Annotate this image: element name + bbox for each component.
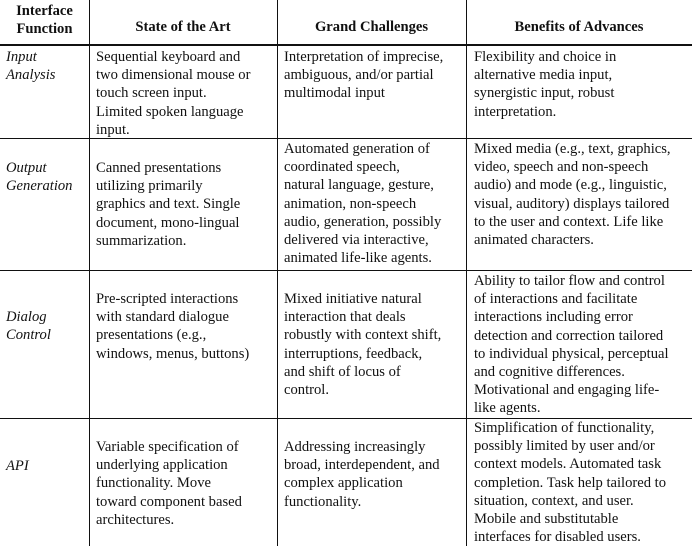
- cell-state-output-generation: Canned presentations utilizing primarily graphics and text. Single document, mono-lingual summarization.: [96, 160, 241, 249]
- cell-challenges-api: Addressing increasingly broad, interdependent, and complex application functionality.: [284, 439, 440, 510]
- cell-state-input-analysis: Sequential keyboard and two dimensional mouse or touch screen input. Limited spoken language input.: [96, 49, 251, 138]
- cell-benefits-input-analysis: Flexibility and choice in alternative media input, synergistic input, robust interpretation.: [474, 49, 617, 120]
- header-rule: [0, 44, 692, 46]
- row-function-input-analysis: Input Analysis: [6, 49, 56, 84]
- cell-benefits-dialog-control: Ability to tailor flow and control of interactions and facilitate interactions including error detection and correction tailored to individual physical, perceptual and cognitive differences. Motivational and engaging life- like agents.: [474, 273, 669, 417]
- row-function-api: API: [6, 458, 29, 474]
- cell-challenges-output-generation: Automated generation of coordinated speech, natural language, gesture, animation, non-speech audio, generation, possibly delivered via interactive, animated life-like agents.: [284, 141, 442, 267]
- column-divider: [89, 0, 90, 546]
- cell-state-dialog-control: Pre-scripted interactions with standard dialogue presentations (e.g., windows, menus, buttons): [96, 291, 250, 362]
- header-grand-challenges: Grand Challenges: [314, 19, 429, 35]
- header-benefits-of-advances: Benefits of Advances: [514, 19, 644, 35]
- header-interface-function: Interface Function: [16, 3, 73, 38]
- row-function-output-generation: Output Generation: [6, 160, 73, 195]
- cell-benefits-output-generation: Mixed media (e.g., text, graphics, video, speech and non-speech audio) and mode (e.g., linguistic, visual, auditory) displays tailored to the user and context. Life like animated characters.: [474, 141, 671, 249]
- header-state-of-the-art: State of the Art: [135, 19, 231, 35]
- column-divider: [277, 0, 278, 546]
- row-divider: [0, 270, 692, 271]
- cell-state-api: Variable specification of underlying application functionality. Move toward component based architectures.: [96, 439, 242, 528]
- row-function-dialog-control: Dialog Control: [6, 309, 51, 344]
- column-divider: [466, 0, 467, 546]
- cell-challenges-dialog-control: Mixed initiative natural interaction that deals robustly with context shift, interruptions, feedback, and shift of locus of control.: [284, 291, 442, 399]
- cell-challenges-input-analysis: Interpretation of imprecise, ambiguous, and/or partial multimodal input: [284, 49, 444, 102]
- cell-benefits-api: Simplification of functionality, possibly limited by user and/or context models. Automated task completion. Task help tailored to situation, context, and user. Mobile and substitutable interfaces for disabled users.: [474, 420, 667, 546]
